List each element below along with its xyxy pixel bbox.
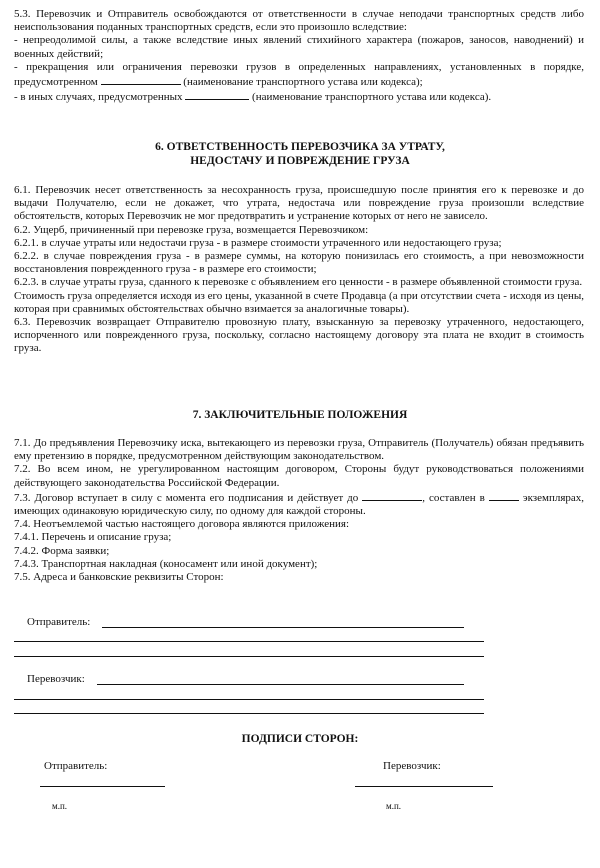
paragraph-7-4: 7.4. Неотъемлемой частью настоящего договора являются приложения: [14,518,349,531]
paragraph-cost: Стоимость груза определяется исходя из его цены, указанной в счете Продавца (а при отсутствии счета - исходя из цены, которая при сравнимых обстоятельствах обычно взимается за аналогичные товары). [14,289,584,315]
paragraph-7-4-3: 7.4.3. Транспортная накладная (коносамент или иной документ); [14,557,318,570]
paragraph-7-4-1: 7.4.1. Перечень и описание груза; [14,531,172,544]
paragraph-7-2: 7.2. Во всем ином, не урегулированном настоящим договором, Стороны будут руководствоваться положениями действующего законодательства Российской Федерации. [14,463,584,489]
stamp-place-carrier: м.п. [386,801,402,811]
paragraph-6-2-3: 6.2.3. в случае утраты груза, сданного к перевозке с объявлением его ценности - в размере объявленной стоимости груза. [14,276,583,289]
bullet-other-cases: - в иных случаях, предусмотренных (наименование транспортного устава или кодекса). [14,91,492,104]
paragraph-6-2: 6.2. Ущерб, причиненный при перевозке груза, возмещается Перевозчиком: [14,223,369,236]
requisites-sender-label: Отправитель: [27,616,91,628]
validity-date-blank [362,490,422,501]
paragraph-7-5: 7.5. Адреса и банковские реквизиты Сторон: [14,571,224,584]
section-7-body [14,437,584,584]
transport-code-blank-2 [185,89,249,100]
paragraph-6-2-1: 6.2.1. в случае утраты или недостачи груза - в размере стоимости утраченного или недостающего груза; [14,236,502,249]
stamp-place-sender: м.п. [52,801,68,811]
carrier-signature-line [355,786,493,787]
section-6-title: 6. ОТВЕТСТВЕННОСТЬ ПЕРЕВОЗЧИКА ЗА УТРАТУ, НЕДОСТАЧУ И ПОВРЕЖДЕНИЕ ГРУЗА [155,141,445,167]
signatures-title: ПОДПИСИ СТОРОН: [241,733,359,745]
paragraph-7-4-2: 7.4.2. Форма заявки; [14,544,110,557]
paragraph-6-3: 6.3. Перевозчик возвращает Отправителю провозную плату, взысканную за перевозку утраченного, недостающего, испорченного или поврежденного груза, поскольку, согласно настоящему договору эта плата не входит в стоимость груза. [14,316,584,355]
paragraph-7-3: 7.3. Договор вступает в силу с момента его подписания и действует до , составлен в экземплярах, имеющих одинаковую юридическую силу, по одному для каждой стороны. [14,491,585,518]
transport-code-blank-1 [101,74,181,85]
signature-sender-label: Отправитель: [44,760,108,772]
bullet-restriction: - прекращения или ограничения перевозки грузов в определенных направлениях, установленных в порядке, предусмотренном (наименование транспортного устава или кодекса); [14,60,584,89]
copies-count-blank [489,490,519,501]
requisites-carrier-label: Перевозчик: [27,673,85,685]
sender-requisites-line-3 [14,656,484,657]
bullet-force-majeure: - непреодолимой силы, а также вследствие иных явлений стихийного характера (пожаров, заносов, наводнений) и военных действий; [14,34,584,60]
paragraph-7-1: 7.1. До предъявления Перевозчику иска, вытекающего из перевозки груза, Отправитель (Получатель) обязан предъявить ему претензию в порядке, предусмотренном действующим законодательством. [14,437,584,463]
section-6-body [14,184,584,356]
paragraph-6-2-2: 6.2.2. в случае повреждения груза - в размере суммы, на которую понизилась его стоимость, а при невозможности восстановления поврежденного груза - в размере его стоимости; [14,250,584,276]
signature-carrier-label: Перевозчик: [383,760,441,772]
sender-requisites-line-1 [102,627,464,628]
carrier-requisites-line-1 [97,684,464,685]
paragraph-5-3: 5.3. Перевозчик и Отправитель освобождаются от ответственности в случае неподачи транспортных средств либо неиспользования поданных транспортных средств, если это произошло вследствие: [14,8,584,34]
paragraph-6-1: 6.1. Перевозчик несет ответственность за несохранность груза, происшедшую после принятия его к перевозке и до выдачи Получателю, если не докажет, что утрата, недостача или повреждение груза произошли вследствие обстоятельств, которых Перевозчик не мог предотвратить и устранение которых от него не зависело. [14,184,584,223]
sender-requisites-line-2 [14,641,484,642]
section-7-title: 7. ЗАКЛЮЧИТЕЛЬНЫЕ ПОЛОЖЕНИЯ [192,409,408,421]
carrier-requisites-line-2 [14,699,484,700]
carrier-requisites-line-3 [14,713,484,714]
section-5-3 [14,8,584,104]
sender-signature-line [40,786,165,787]
